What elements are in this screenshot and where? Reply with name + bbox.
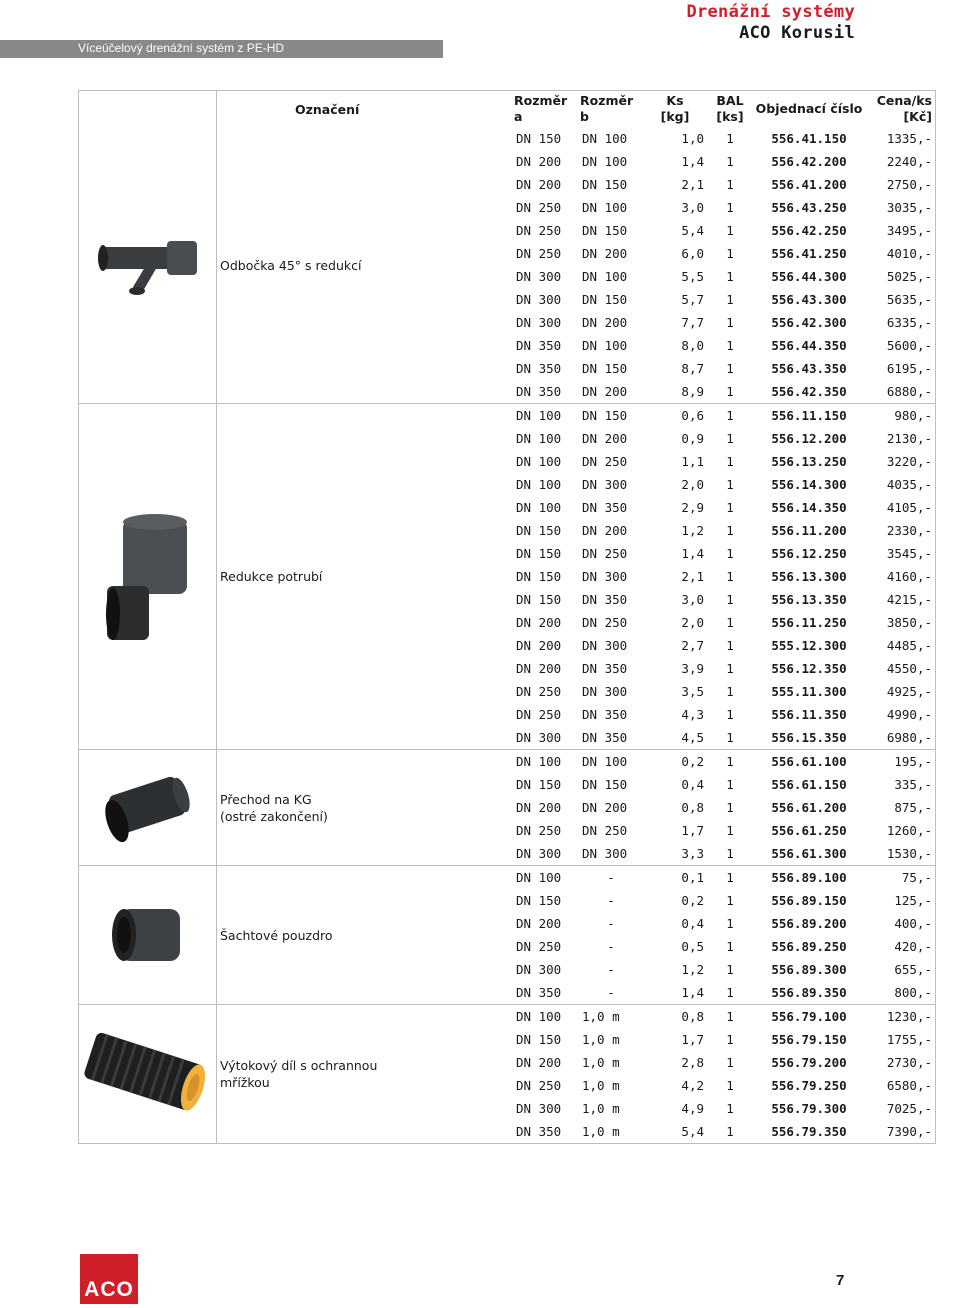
order-number-cell: 556.13.250 [771,454,847,469]
dim-b-cell: DN 100 [582,269,628,284]
dim-a-cell: DN 100 [516,408,562,423]
order-number-cell: 556.79.200 [771,1055,847,1070]
order-number-cell: 556.89.300 [771,962,847,977]
pack-cell: 1 [710,1120,750,1144]
order-number-cell: 556.43.250 [771,200,847,215]
order-number-cell: 556.79.350 [750,1120,868,1144]
price-cell: 1755,- [868,1028,936,1051]
dim-b-cell: DN 100 [582,200,628,215]
pack-cell: 1 [710,380,750,404]
pack-cell: 1 [726,569,734,584]
pack-cell: 1 [726,523,734,538]
pack-cell: 1 [726,408,734,423]
dim-b-cell: DN 150 [582,408,628,423]
pack-cell: 1 [726,269,734,284]
dim-b-cell: DN 200 [582,431,628,446]
dim-b-cell: DN 200 [582,800,628,815]
price-cell: 4105,- [868,496,936,519]
weight-cell: 2,0 [681,615,704,630]
product-name: Šachtové pouzdro [217,866,511,1005]
order-number-cell: 556.11.350 [771,707,847,722]
header-dim-b: Rozměr b [576,91,646,128]
order-number-cell: 556.89.100 [771,870,847,885]
pack-cell: 1 [726,200,734,215]
price-cell: 7025,- [868,1097,936,1120]
dim-a-cell: DN 150 [516,777,562,792]
order-number-cell: 556.79.100 [771,1009,847,1024]
price-cell: 125,- [868,889,936,912]
dim-b-cell: - [607,916,615,931]
weight-cell: 0,1 [681,870,704,885]
dim-a-cell: DN 250 [516,246,562,261]
weight-cell: 1,0 [681,131,704,146]
pack-cell: 1 [726,477,734,492]
price-cell: 4485,- [868,634,936,657]
price-cell: 75,- [868,866,936,890]
dim-a-cell: DN 150 [516,546,562,561]
price-cell: 875,- [868,796,936,819]
order-number-cell: 556.12.350 [771,661,847,676]
weight-cell: 2,1 [681,569,704,584]
dim-b-cell: 1,0 m [582,1078,620,1093]
order-number-cell: 556.43.350 [771,361,847,376]
order-number-cell: 556.14.300 [771,477,847,492]
dim-a-cell: DN 300 [516,269,562,284]
order-number-cell: 556.41.250 [771,246,847,261]
header-dim-a: Rozměr a [510,91,576,128]
order-number-cell: 556.41.200 [771,177,847,192]
pack-cell: 1 [726,131,734,146]
table-row [79,866,936,890]
dim-b-cell: DN 150 [582,361,628,376]
price-cell: 7390,- [868,1120,936,1144]
table-row [79,404,936,428]
weight-cell: 5,7 [681,292,704,307]
price-cell: 3850,- [868,611,936,634]
shaft-sleeve-icon [79,866,217,1005]
weight-cell: 3,9 [681,661,704,676]
dim-b-cell: DN 150 [582,223,628,238]
header-name: Označení [217,91,511,128]
dim-a-cell: DN 250 [516,707,562,722]
dim-a-cell: DN 350 [516,361,562,376]
weight-cell: 1,7 [681,823,704,838]
dim-b-cell: DN 200 [582,523,628,538]
category-title: Drenážní systémy [686,2,855,22]
dim-a-cell: DN 350 [510,1120,576,1144]
dim-b-cell: DN 200 [582,315,628,330]
order-number-cell: 556.79.150 [771,1032,847,1047]
price-cell: 6880,- [868,380,936,404]
price-cell: 6335,- [868,311,936,334]
product-name: Odbočka 45° s redukcí [217,127,511,404]
weight-cell: 0,4 [681,777,704,792]
weight-cell: 2,7 [681,638,704,653]
price-cell: 1530,- [868,842,936,866]
dim-a-cell: DN 300 [516,315,562,330]
price-cell: 4215,- [868,588,936,611]
dim-a-cell: DN 250 [516,684,562,699]
dim-b-cell: - [607,870,615,885]
order-number-cell: 556.12.200 [771,431,847,446]
dim-b-cell: DN 250 [582,823,628,838]
dim-a-cell: DN 200 [516,177,562,192]
order-number-cell: 556.12.250 [771,546,847,561]
price-cell: 6980,- [868,726,936,750]
price-cell: 1335,- [868,127,936,150]
price-cell: 800,- [868,981,936,1005]
dim-b-cell: DN 300 [576,842,646,866]
dim-a-cell: DN 150 [516,1032,562,1047]
price-cell: 655,- [868,958,936,981]
dim-b-cell: DN 300 [582,569,628,584]
price-cell: 5635,- [868,288,936,311]
price-cell: 2130,- [868,427,936,450]
weight-cell: 4,9 [681,1101,704,1116]
order-number-cell: 556.14.350 [771,500,847,515]
order-number-cell: 556.89.350 [750,981,868,1005]
subtitle-bar [0,40,443,58]
price-cell: 2330,- [868,519,936,542]
order-number-cell: 556.89.150 [771,893,847,908]
pack-cell: 1 [726,546,734,561]
table-row [79,750,936,774]
dim-b-cell: 1,0 m [582,1009,620,1024]
dim-a-cell: DN 250 [516,200,562,215]
weight-cell: 7,7 [681,315,704,330]
dim-b-cell: DN 250 [582,546,628,561]
price-cell: 980,- [868,404,936,428]
subtitle-text: Víceúčelový drenážní systém z PE-HD [78,41,285,55]
pack-cell: 1 [726,500,734,515]
weight-cell: 5,4 [681,223,704,238]
pack-cell: 1 [726,454,734,469]
pack-cell: 1 [726,939,734,954]
price-cell: 2240,- [868,150,936,173]
price-table [78,90,936,1144]
price-cell: 6580,- [868,1074,936,1097]
pack-cell: 1 [726,154,734,169]
header-image-column [79,91,217,128]
price-cell: 4160,- [868,565,936,588]
price-cell: 1260,- [868,819,936,842]
dim-a-cell: DN 250 [516,223,562,238]
weight-cell: 1,2 [681,962,704,977]
order-number-cell: 556.89.200 [771,916,847,931]
pack-cell: 1 [726,638,734,653]
price-cell: 1230,- [868,1005,936,1029]
pack-cell: 1 [726,1078,734,1093]
weight-cell: 0,8 [681,1009,704,1024]
table-header-row [79,91,936,128]
price-cell: 2730,- [868,1051,936,1074]
dim-b-cell: DN 250 [582,615,628,630]
weight-cell: 3,5 [681,684,704,699]
dim-a-cell: DN 350 [510,981,576,1005]
weight-cell: 0,8 [681,800,704,815]
weight-cell: 2,9 [681,500,704,515]
weight-cell: 0,9 [681,431,704,446]
product-name: Přechod na KG (ostré zakončení) [217,750,511,866]
price-cell: 195,- [868,750,936,774]
dim-b-cell: DN 100 [582,754,628,769]
order-number-cell: 556.15.350 [750,726,868,750]
dim-b-cell: - [576,981,646,1005]
pack-cell: 1 [726,684,734,699]
header-pack: BAL [ks] [710,91,750,128]
dim-b-cell: DN 200 [576,380,646,404]
price-cell: 3545,- [868,542,936,565]
dim-a-cell: DN 150 [516,893,562,908]
dim-b-cell: DN 200 [582,246,628,261]
header-weight: Ks [kg] [646,91,710,128]
price-cell: 4550,- [868,657,936,680]
table-row [79,127,936,150]
weight-cell: 4,3 [681,707,704,722]
dim-b-cell: - [607,893,615,908]
dim-a-cell: DN 200 [516,661,562,676]
price-cell: 3495,- [868,219,936,242]
dim-a-cell: DN 200 [516,800,562,815]
dim-a-cell: DN 100 [516,870,562,885]
pipe-reducer-icon [79,404,217,750]
dim-a-cell: DN 100 [516,431,562,446]
weight-cell: 1,4 [681,546,704,561]
order-number-cell: 556.61.250 [771,823,847,838]
order-number-cell: 556.42.350 [750,380,868,404]
pack-cell: 1 [726,431,734,446]
pack-cell: 1 [726,893,734,908]
weight-cell: 2,1 [681,177,704,192]
dim-b-cell: DN 350 [582,592,628,607]
pack-cell: 1 [726,1101,734,1116]
weight-cell: 1,1 [681,454,704,469]
price-cell: 4990,- [868,703,936,726]
price-cell: 335,- [868,773,936,796]
dim-b-cell: 1,0 m [582,1032,620,1047]
pack-cell: 1 [726,1055,734,1070]
price-cell: 3220,- [868,450,936,473]
header-price: Cena/ks [Kč] [868,91,936,128]
weight-cell: 8,0 [681,338,704,353]
dim-a-cell: DN 100 [516,454,562,469]
dim-b-cell: DN 350 [576,726,646,750]
order-number-cell: 556.89.250 [771,939,847,954]
order-number-cell: 556.79.250 [771,1078,847,1093]
pack-cell: 1 [726,777,734,792]
weight-cell: 5,5 [681,269,704,284]
dim-a-cell: DN 150 [516,569,562,584]
pack-cell: 1 [726,962,734,977]
dim-a-cell: DN 100 [516,754,562,769]
pack-cell: 1 [710,981,750,1005]
dim-b-cell: 1,0 m [576,1120,646,1144]
aco-logo: ACO [80,1254,138,1304]
dim-a-cell: DN 100 [516,500,562,515]
price-cell: 6195,- [868,357,936,380]
weight-cell: 3,0 [681,200,704,215]
weight-cell: 1,4 [681,154,704,169]
pack-cell: 1 [726,592,734,607]
dim-b-cell: - [607,962,615,977]
dim-a-cell: DN 300 [516,292,562,307]
weight-cell: 8,9 [646,380,710,404]
dim-b-cell: DN 100 [582,154,628,169]
dim-b-cell: DN 350 [582,707,628,722]
product-name: Redukce potrubí [217,404,511,750]
order-number-cell: 556.61.150 [771,777,847,792]
dim-a-cell: DN 350 [516,338,562,353]
pack-cell: 1 [726,223,734,238]
pack-cell: 1 [726,1032,734,1047]
dim-b-cell: DN 100 [582,338,628,353]
weight-cell: 6,0 [681,246,704,261]
pack-cell: 1 [726,707,734,722]
order-number-cell: 556.11.150 [771,408,847,423]
pack-cell: 1 [726,1009,734,1024]
kg-adapter-icon [79,750,217,866]
pack-cell: 1 [726,292,734,307]
weight-cell: 0,6 [681,408,704,423]
dim-a-cell: DN 150 [516,523,562,538]
dim-b-cell: 1,0 m [582,1055,620,1070]
price-cell: 400,- [868,912,936,935]
pack-cell: 1 [726,661,734,676]
weight-cell: 3,0 [681,592,704,607]
order-number-cell: 556.79.300 [771,1101,847,1116]
product-name: Výtokový díl s ochrannou mřížkou [217,1005,511,1144]
price-cell: 4035,- [868,473,936,496]
pack-cell: 1 [726,246,734,261]
price-cell: 3035,- [868,196,936,219]
pack-cell: 1 [726,615,734,630]
dim-b-cell: DN 300 [582,477,628,492]
dim-b-cell: DN 150 [582,177,628,192]
dim-a-cell: DN 200 [516,615,562,630]
dim-a-cell: DN 300 [516,1101,562,1116]
order-number-cell: 556.61.200 [771,800,847,815]
pack-cell: 1 [726,754,734,769]
dim-a-cell: DN 100 [516,477,562,492]
weight-cell: 1,2 [681,523,704,538]
pack-cell: 1 [710,726,750,750]
price-cell: 4010,- [868,242,936,265]
weight-cell: 0,2 [681,893,704,908]
weight-cell: 0,2 [681,754,704,769]
order-number-cell: 556.42.300 [771,315,847,330]
pack-cell: 1 [726,338,734,353]
weight-cell: 4,5 [646,726,710,750]
dim-a-cell: DN 200 [516,154,562,169]
pack-cell: 1 [726,177,734,192]
dim-b-cell: DN 350 [582,500,628,515]
order-number-cell: 556.44.350 [771,338,847,353]
price-cell: 5600,- [868,334,936,357]
dim-a-cell: DN 300 [510,726,576,750]
page-number: 7 [836,1272,845,1289]
pack-cell: 1 [726,315,734,330]
dim-a-cell: DN 350 [510,380,576,404]
weight-cell: 4,2 [681,1078,704,1093]
dim-a-cell: DN 250 [516,939,562,954]
weight-cell: 2,8 [681,1055,704,1070]
order-number-cell: 556.41.150 [771,131,847,146]
order-number-cell: 556.43.300 [771,292,847,307]
pack-cell: 1 [710,842,750,866]
dim-a-cell: DN 100 [516,1009,562,1024]
pack-cell: 1 [726,870,734,885]
order-number-cell: 556.61.100 [771,754,847,769]
dim-a-cell: DN 200 [516,1055,562,1070]
price-cell: 2750,- [868,173,936,196]
price-cell: 4925,- [868,680,936,703]
weight-cell: 5,4 [646,1120,710,1144]
order-number-cell: 555.12.300 [771,638,847,653]
order-number-cell: 555.11.300 [771,684,847,699]
price-cell: 420,- [868,935,936,958]
weight-cell: 1,4 [646,981,710,1005]
header-order-number: Objednací číslo [750,91,868,128]
order-number-cell: 556.61.300 [750,842,868,866]
dim-a-cell: DN 200 [516,638,562,653]
pack-cell: 1 [726,916,734,931]
dim-a-cell: DN 250 [516,1078,562,1093]
order-number-cell: 556.11.250 [771,615,847,630]
weight-cell: 2,0 [681,477,704,492]
weight-cell: 0,5 [681,939,704,954]
dim-b-cell: DN 300 [582,638,628,653]
pack-cell: 1 [726,823,734,838]
dim-b-cell: - [607,939,615,954]
dim-a-cell: DN 300 [516,962,562,977]
dim-b-cell: DN 250 [582,454,628,469]
weight-cell: 8,7 [681,361,704,376]
dim-b-cell: DN 150 [582,292,628,307]
dim-b-cell: DN 100 [582,131,628,146]
order-number-cell: 556.42.250 [771,223,847,238]
price-cell: 5025,- [868,265,936,288]
order-number-cell: 556.11.200 [771,523,847,538]
order-number-cell: 556.13.300 [771,569,847,584]
weight-cell: 1,7 [681,1032,704,1047]
order-number-cell: 556.44.300 [771,269,847,284]
dim-a-cell: DN 200 [516,916,562,931]
weight-cell: 3,3 [646,842,710,866]
product-title: ACO Korusil [739,23,855,43]
pack-cell: 1 [726,361,734,376]
dim-a-cell: DN 150 [516,592,562,607]
order-number-cell: 556.42.200 [771,154,847,169]
branch-45-pipe-icon [79,127,217,404]
dim-a-cell: DN 300 [510,842,576,866]
pack-cell: 1 [726,800,734,815]
dim-b-cell: 1,0 m [582,1101,620,1116]
table-row [79,1005,936,1029]
dim-b-cell: DN 150 [582,777,628,792]
order-number-cell: 556.13.350 [771,592,847,607]
dim-b-cell: DN 300 [582,684,628,699]
weight-cell: 0,4 [681,916,704,931]
dim-a-cell: DN 250 [516,823,562,838]
corrugated-outlet-icon [79,1005,217,1144]
dim-b-cell: DN 350 [582,661,628,676]
dim-a-cell: DN 150 [516,131,562,146]
